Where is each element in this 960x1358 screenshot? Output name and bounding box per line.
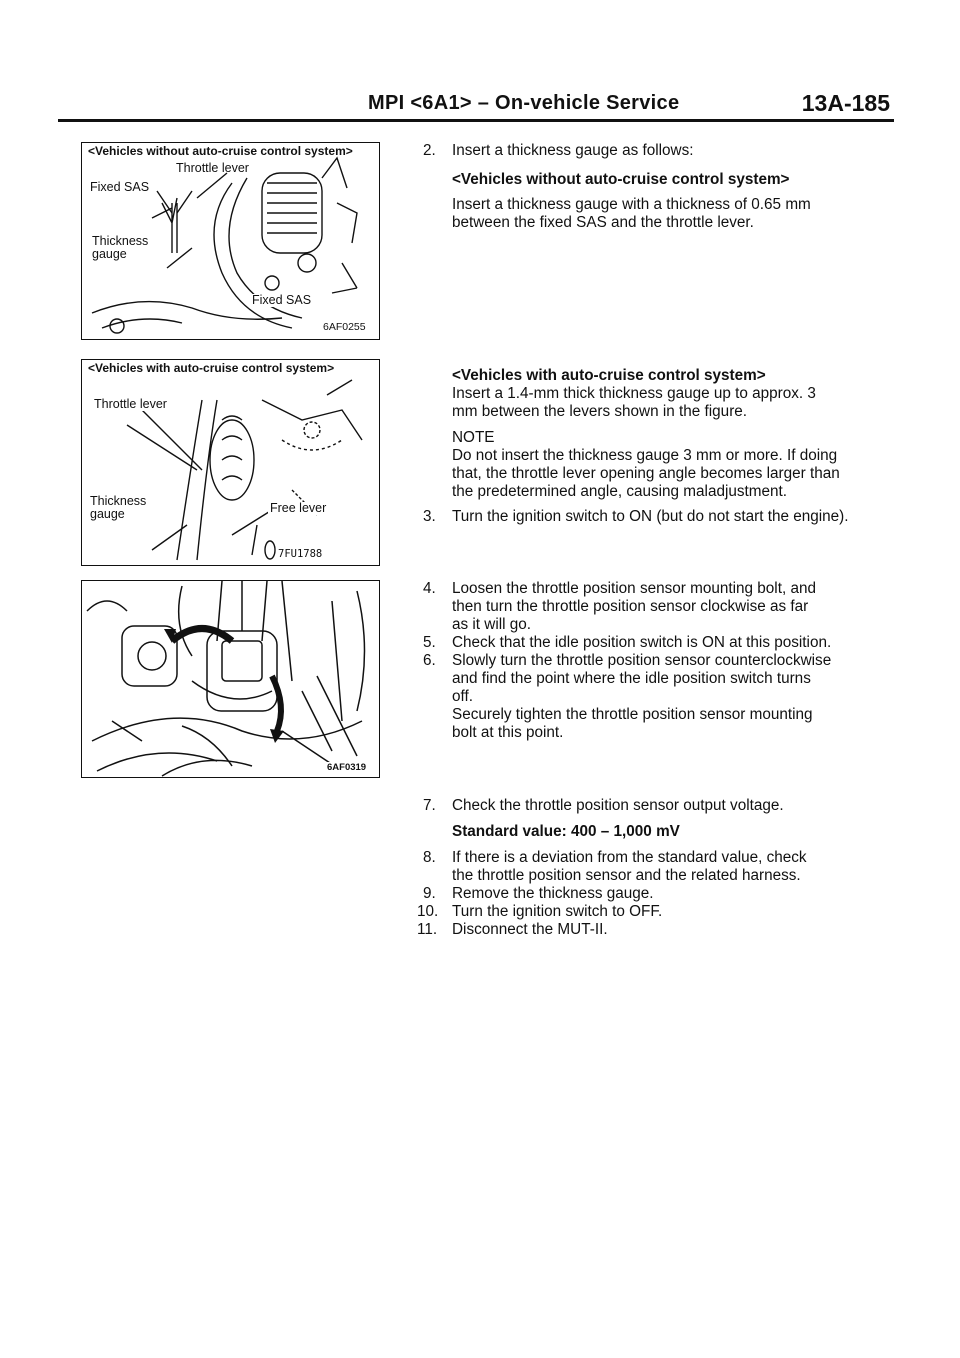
page-title: MPI <6A1> – On-vehicle Service [368,92,680,114]
step-6-line: off. [452,688,473,705]
step-9-text: Remove the thickness gauge. [452,885,654,902]
step-8-line: If there is a deviation from the standard value, check [452,849,807,866]
step-2b-line: Insert a 1.4-mm thick thickness gauge up to approx. 3 [452,385,816,402]
step-8-line: the throttle position sensor and the related harness. [452,867,801,884]
standard-value: Standard value: 400 – 1,000 mV [452,823,680,840]
label-thickness-gauge: Thickness gauge [90,494,147,521]
label-throttle-lever: Throttle lever [94,397,167,411]
label-throttle-lever: Throttle lever [176,161,249,175]
step-4-line: Loosen the throttle position sensor mounting bolt, and [452,580,816,597]
step-number: 5. [423,634,436,651]
step-5-text: Check that the idle position switch is ON at this position. [452,634,832,651]
step-2a-line: Insert a thickness gauge with a thickness of 0.65 mm [452,196,811,213]
step-6-line: bolt at this point. [452,724,564,741]
step-number: 2. [423,142,436,159]
page-header [58,92,890,120]
step-number: 4. [423,580,436,597]
step-number: 11. [417,921,438,938]
step-number: 10. [417,903,439,920]
figure-code: 6AF0255 [323,321,366,333]
lever-illustration [82,360,379,565]
label-free-lever: Free lever [270,501,327,515]
step-6-line: and find the point where the idle position switch turns [452,670,811,687]
step-6-line: Securely tighten the throttle position sensor mounting [452,706,813,723]
step-number: 8. [423,849,436,866]
figure-caption: <Vehicles with auto-cruise control system> [88,361,335,375]
throttle-position-sensor-illustration [82,581,379,777]
step-2-text: Insert a thickness gauge as follows: [452,142,694,159]
step-11-text: Disconnect the MUT-II. [452,921,608,938]
note-line: Do not insert the thickness gauge 3 mm or more. If doing [452,447,838,464]
figure-code: 7FU1788 [278,548,323,560]
step-number: 7. [423,797,436,814]
step-4-line: as it will go. [452,616,532,633]
step-6-line: Slowly turn the throttle position sensor counterclockwise [452,652,832,669]
note-line: that, the throttle lever opening angle becomes larger than [452,465,840,482]
figure-caption: <Vehicles without auto-cruise control system> [88,144,353,158]
step-2a-line: between the fixed SAS and the throttle lever. [452,214,754,231]
note-title: NOTE [452,429,495,446]
step-number: 3. [423,508,436,525]
step-2a-heading: <Vehicles without auto-cruise control system> [452,171,790,188]
step-2b-line: mm between the levers shown in the figure. [452,403,748,420]
label-thickness-gauge: Thickness gauge [92,234,149,261]
page-number: 13A-185 [801,90,890,116]
step-4-line: then turn the throttle position sensor clockwise as far [452,598,809,615]
header-rule [58,119,894,122]
figure-code: 6AF0319 [327,762,367,773]
step-7-text: Check the throttle position sensor output voltage. [452,797,784,814]
step-number: 6. [423,652,436,669]
step-3-text: Turn the ignition switch to ON (but do not start the engine). [452,508,849,525]
figure-sensor-rotation [81,580,380,778]
step-2b-heading: <Vehicles with auto-cruise control system> [452,367,766,384]
label-fixed-sas-bottom: Fixed SAS [252,293,312,307]
step-10-text: Turn the ignition switch to OFF. [452,903,663,920]
step-number: 9. [423,885,436,902]
note-line: the predetermined angle, causing maladjustment. [452,483,788,500]
figure-with-auto-cruise [81,359,380,566]
figure-without-auto-cruise [81,142,380,340]
label-fixed-sas: Fixed SAS [90,180,150,194]
